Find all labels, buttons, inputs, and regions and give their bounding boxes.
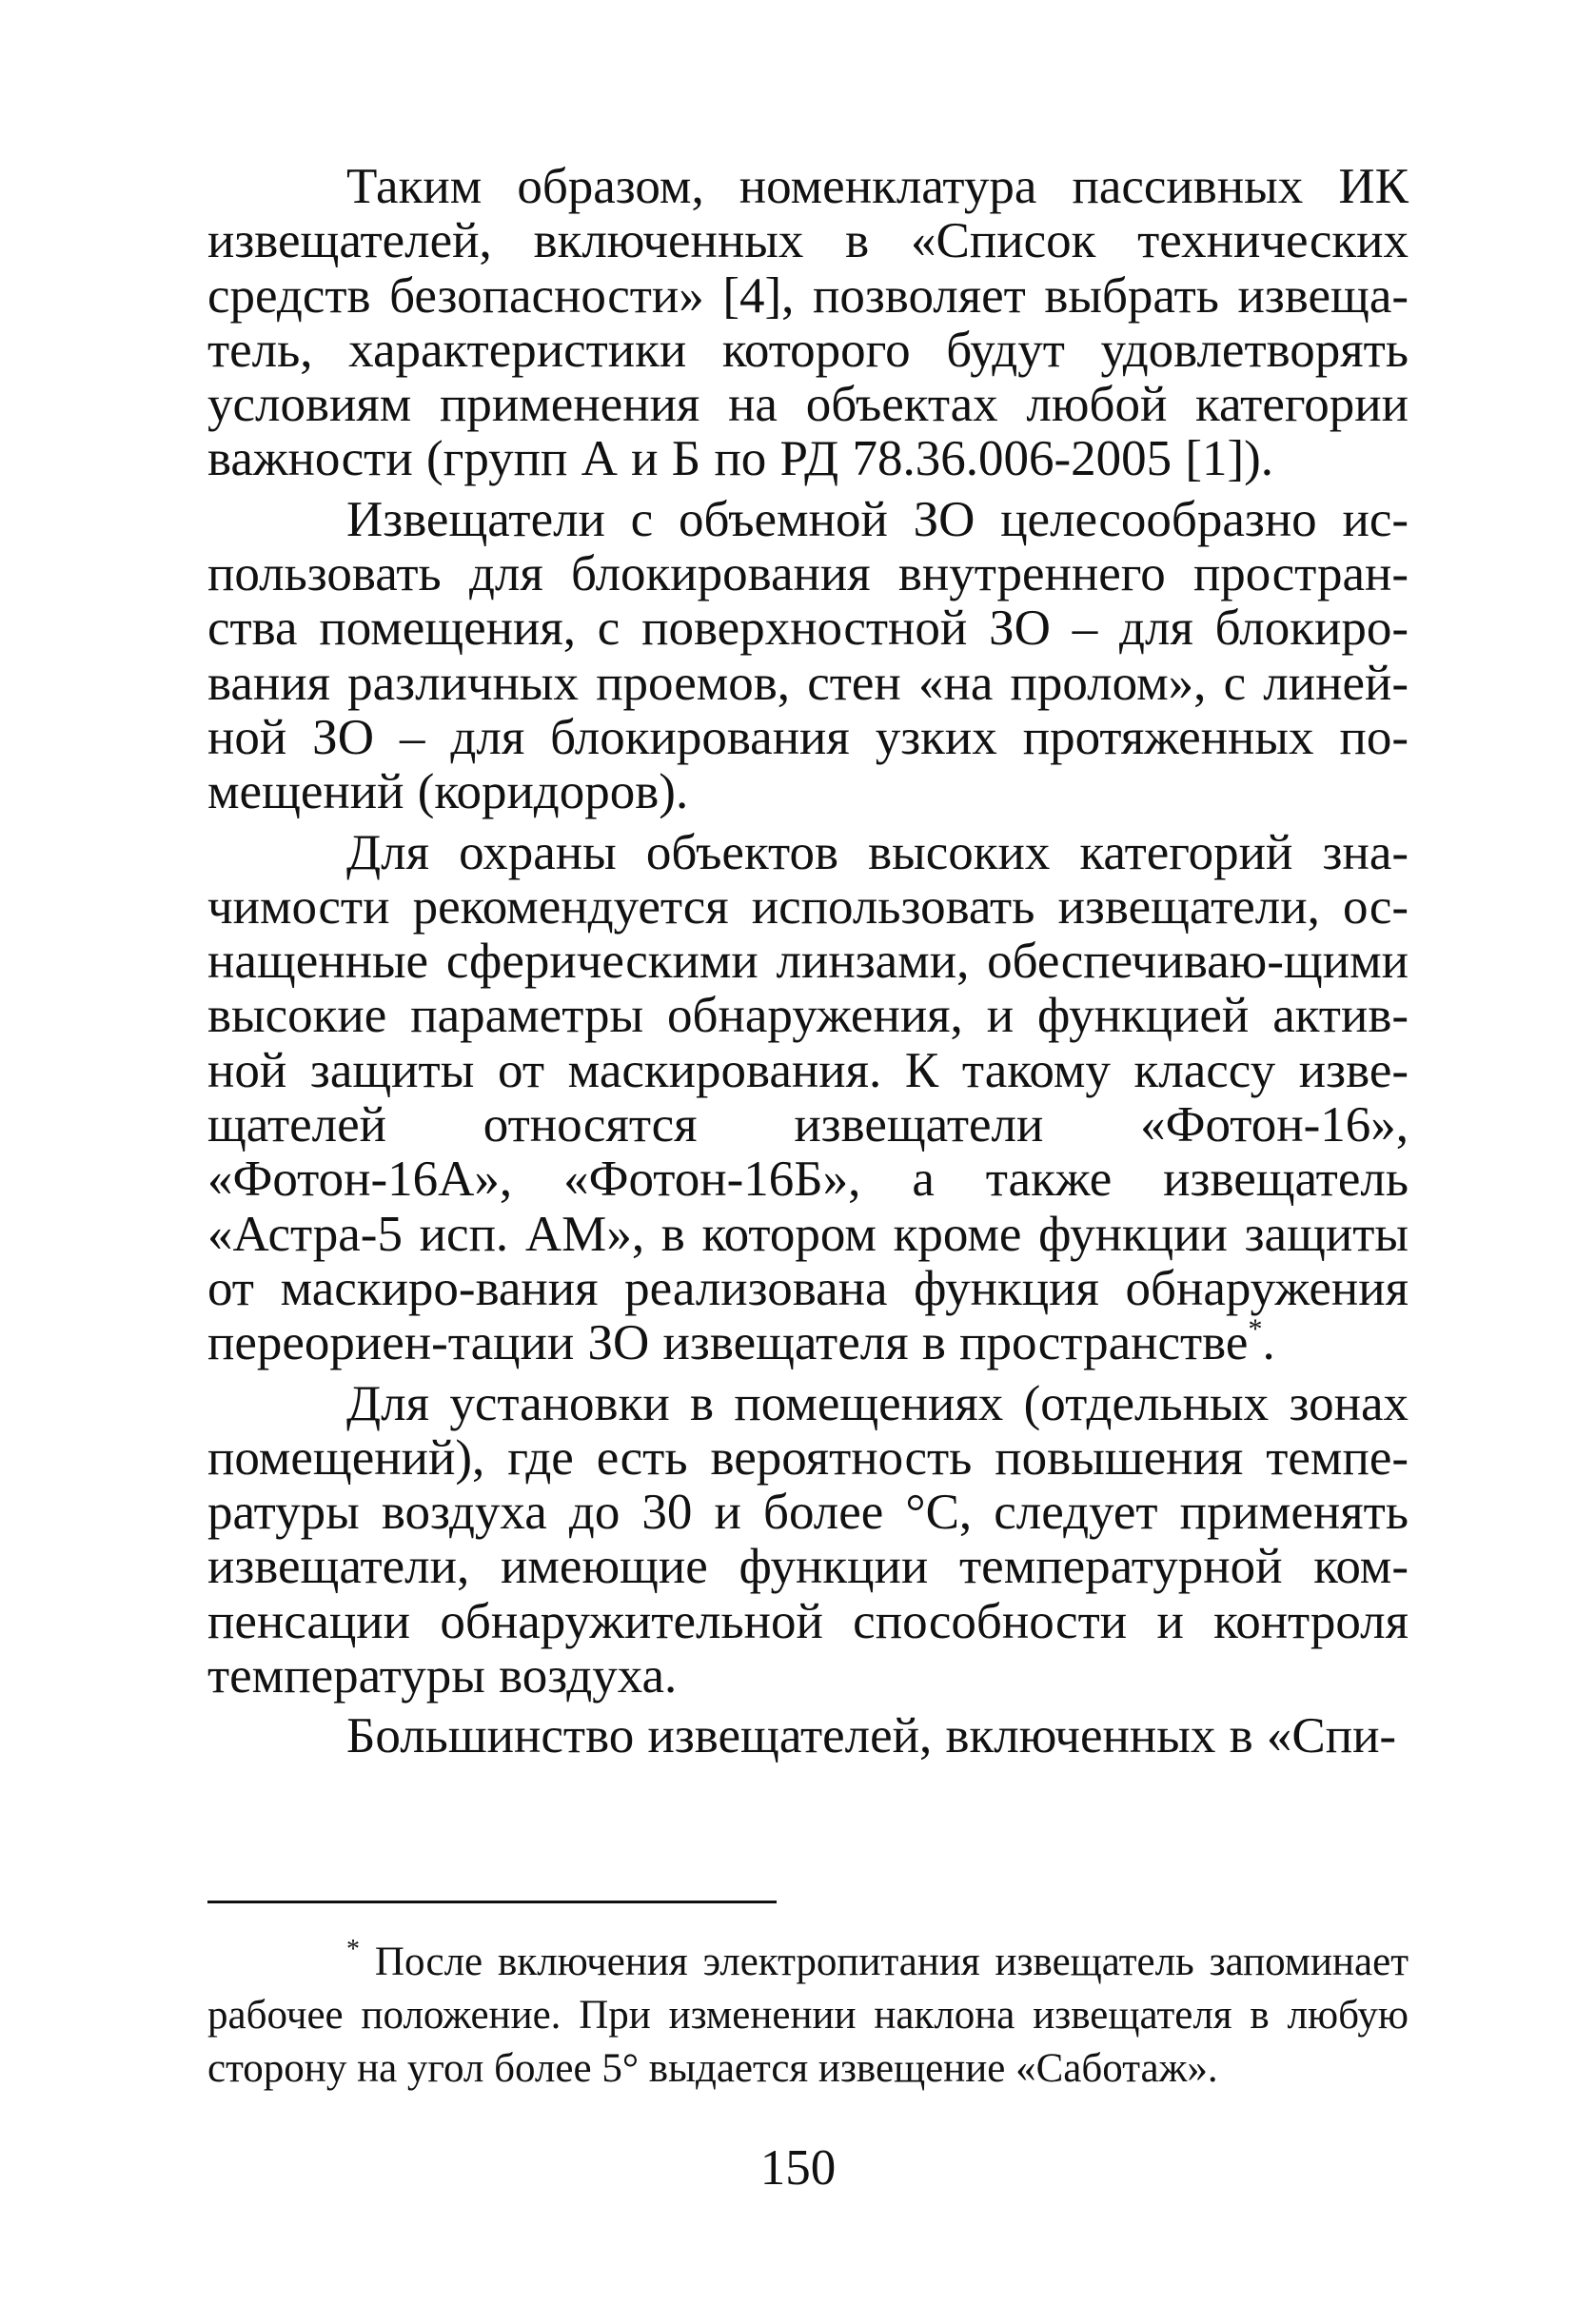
paragraph-3 [207,826,1409,1371]
footnote-divider [207,1901,777,1903]
footnote-text: После включения электропитания извещатель запоминает рабочее положение. При изменении наклона извещателя в любую сторону на угол более 5° выдается извещение «Саботаж». [207,1940,1409,2091]
paragraph-1: Таким образом, номенклатура пассивных ИК извещателей, включенных в «Список технических средств безопасности» [4], позволяет выбрать извеща-тель, характеристики которого будут удовлетворять условиям применения на объектах любой категории важности (групп А и Б по РД 78.36.006-2005 [1]). [207,159,1409,487]
body-text [207,160,1409,1770]
paragraph-5: Большинство извещателей, включенных в «Спи- [346,1708,1397,1764]
page-number: 150 [759,2140,837,2196]
paragraph-3-text: Для охраны объектов высоких категорий зна-чимости рекомендуется использовать извещатели, ос-нащенные сферическими линзами, обеспечиваю-щими высокие параметры обнаружения, и функцией актив-ной защиты от маскирования. К такому классу изве-щателей относятся извещатели «Фотон-16», «Фотон-16А», «Фотон-16Б», а также извещатель «Астра-5 исп. АМ», в котором кроме функции защиты от маскиро-вания реализована функция обнаружения переориен-тации ЗО извещателя в пространстве [207,824,1409,1371]
footnote [207,1936,1409,2096]
paragraph-2: Извещатели с объемной ЗО целесообразно ис-пользовать для блокирования внутреннего простран-ства помещения, с поверхностной ЗО – для блокиро-вания различных проемов, стен «на пролом», с линей-ной ЗО – для блокирования узких протяженных по-мещений (коридоров). [207,491,1409,820]
footnote-marker: * [346,1935,360,1964]
footnote-reference: * [1248,1313,1263,1346]
paragraph-4: Для установки в помещениях (отдельных зонах помещений), где есть вероятность повышения темпе-ратуры воздуха до 30 и более °С, следует применять извещатели, имеющие функции температурной ком-пенсации обнаружительной способности и контроля температуры воздуха. [207,1375,1409,1704]
paragraph-3-end: . [1262,1315,1275,1371]
